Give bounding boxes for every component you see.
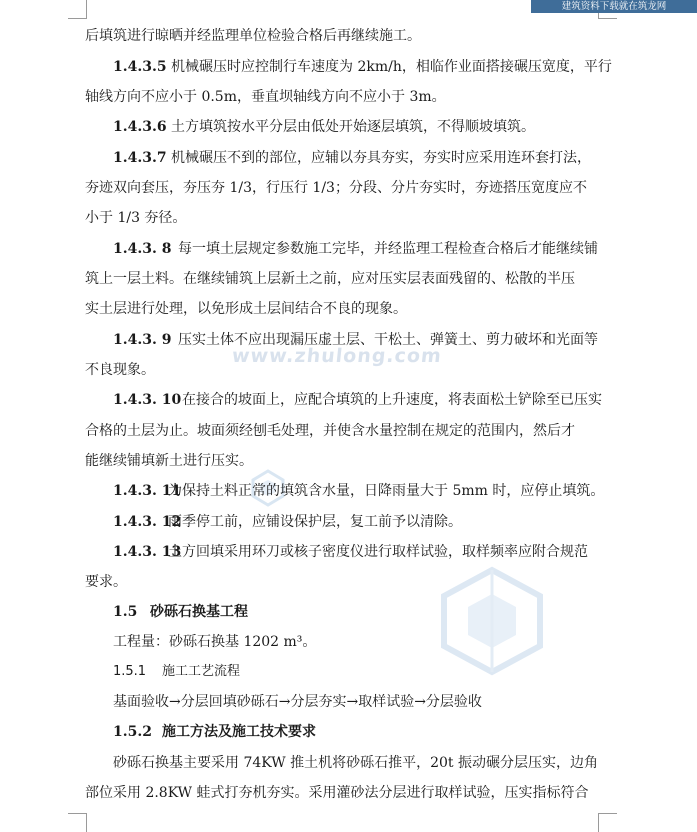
page-corner-bottom-right <box>598 813 617 832</box>
text-line-2 <box>0 57 697 77</box>
text-line-26 <box>0 783 697 803</box>
text-line-10 <box>0 299 697 319</box>
line-text: 在接合的坡面上，应配合填筑的上升速度，将表面松土铲除至已压实 <box>182 392 602 408</box>
text-line-16 <box>0 481 697 501</box>
line-text: 后填筑进行晾晒并经监理单位检验合格后再继续施工。 <box>85 28 421 44</box>
subsection-title: 施工工艺流程 <box>162 664 241 679</box>
clause-number: 1.4.3. 11 <box>113 483 182 499</box>
subsection-heading-1-5-2 <box>0 722 697 742</box>
clause-number: 1.4.3. 8 <box>113 241 172 257</box>
text-line-11 <box>0 330 697 350</box>
text-line-13 <box>0 390 697 410</box>
text-line-25 <box>0 753 697 773</box>
line-text: 压实土体不应出现漏压虚土层、干松土、弹簧土、剪力破坏和光面等 <box>178 332 598 348</box>
line-text: 土方填筑按水平分层由低处开始逐层填筑，不得顺坡填筑。 <box>171 119 535 135</box>
text-line-8 <box>0 239 697 259</box>
line-text: 不良现象。 <box>85 362 155 378</box>
text-line-17 <box>0 512 697 532</box>
text-line-4 <box>0 117 697 137</box>
subsection-number: 1.5.2 <box>113 724 152 740</box>
text-line-5 <box>0 148 697 168</box>
subsection-heading-1-5-1 <box>0 662 697 682</box>
line-text: 实土层进行处理，以免形成土层间结合不良的现象。 <box>85 301 407 317</box>
watermark-text: www.zhulong.com <box>230 345 443 367</box>
text-line-14 <box>0 421 697 441</box>
page-corner-bottom-left <box>68 813 87 832</box>
text-line-6 <box>0 178 697 198</box>
text-line-12 <box>0 360 697 380</box>
line-text: 夯迹双向套压，夯压夯 1/3，行压行 1/3；分段、分片夯实时，夯迹搭压宽度应不 <box>85 180 587 196</box>
line-text: 要求。 <box>85 574 127 590</box>
clause-number: 1.4.3.5 <box>113 59 167 75</box>
section-heading-1-5 <box>0 602 697 622</box>
line-text: 小于 1/3 夯径。 <box>85 210 187 226</box>
line-text: 土方回填采用环刀或核子密度仪进行取样试验，取样频率应附合规范 <box>168 544 588 560</box>
line-text: 轴线方向不应小于 0.5m，垂直坝轴线方向不应小于 3m。 <box>85 89 446 105</box>
line-text: 为保持土料正常的填筑含水量，日降雨量大于 5mm 时，应停止填筑。 <box>168 483 605 499</box>
text-line-1 <box>0 26 697 46</box>
clause-number: 1.4.3.6 <box>113 119 167 135</box>
line-text: 雨季停工前，应铺设保护层，复工前予以清除。 <box>168 514 462 530</box>
line-text: 筑上一层土料。在继续铺筑上层新土之前，应对压实层表面残留的、松散的半压 <box>85 271 575 287</box>
text-line-18 <box>0 542 697 562</box>
clause-number: 1.4.3. 9 <box>113 332 172 348</box>
clause-number: 1.4.3.7 <box>113 150 167 166</box>
subsection-title: 施工方法及施工技术要求 <box>162 724 316 740</box>
section-title: 砂砾石换基工程 <box>150 604 248 620</box>
line-text: 机械碾压不到的部位，应辅以夯具夯实，夯实时应采用连环套打法， <box>171 150 591 166</box>
line-text: 工程量：砂砾石换基 1202 m³。 <box>113 634 317 650</box>
text-line-19 <box>0 572 697 592</box>
text-line-23 <box>0 692 697 712</box>
line-text: 基面验收→分层回填砂砾石→分层夯实→取样试验→分层验收 <box>113 694 482 710</box>
clause-number: 1.4.3. 12 <box>113 514 182 530</box>
text-line-21 <box>0 632 697 652</box>
site-banner[interactable]: 建筑资料下载就在筑龙网 <box>531 0 697 13</box>
clause-number: 1.4.3. 13 <box>113 544 182 560</box>
subsection-number: 1.5.1 <box>113 664 147 679</box>
line-text: 每一填土层规定参数施工完毕，并经监理工程检查合格后才能继续铺 <box>178 241 598 257</box>
text-line-7 <box>0 208 697 228</box>
page-corner-top-left <box>68 0 87 19</box>
line-text: 砂砾石换基主要采用 74KW 推土机将砂砾石推平，20t 振动碾分层压实，边角 <box>113 755 598 771</box>
line-text: 能继续铺填新土进行压实。 <box>85 453 253 469</box>
text-line-9 <box>0 269 697 289</box>
text-line-3 <box>0 87 697 107</box>
text-line-15 <box>0 451 697 471</box>
line-text: 机械碾压时应控制行车速度为 2km/h，相临作业面搭接碾压宽度，平行 <box>171 59 612 75</box>
section-number: 1.5 <box>113 604 138 620</box>
clause-number: 1.4.3. 10 <box>113 392 182 408</box>
line-text: 部位采用 2.8KW 蛙式打夯机夯实。采用灌砂法分层进行取样试验，压实指标符合 <box>85 785 589 801</box>
line-text: 合格的土层为止。坡面须经刨毛处理，并使含水量控制在规定的范围内，然后才 <box>85 423 575 439</box>
